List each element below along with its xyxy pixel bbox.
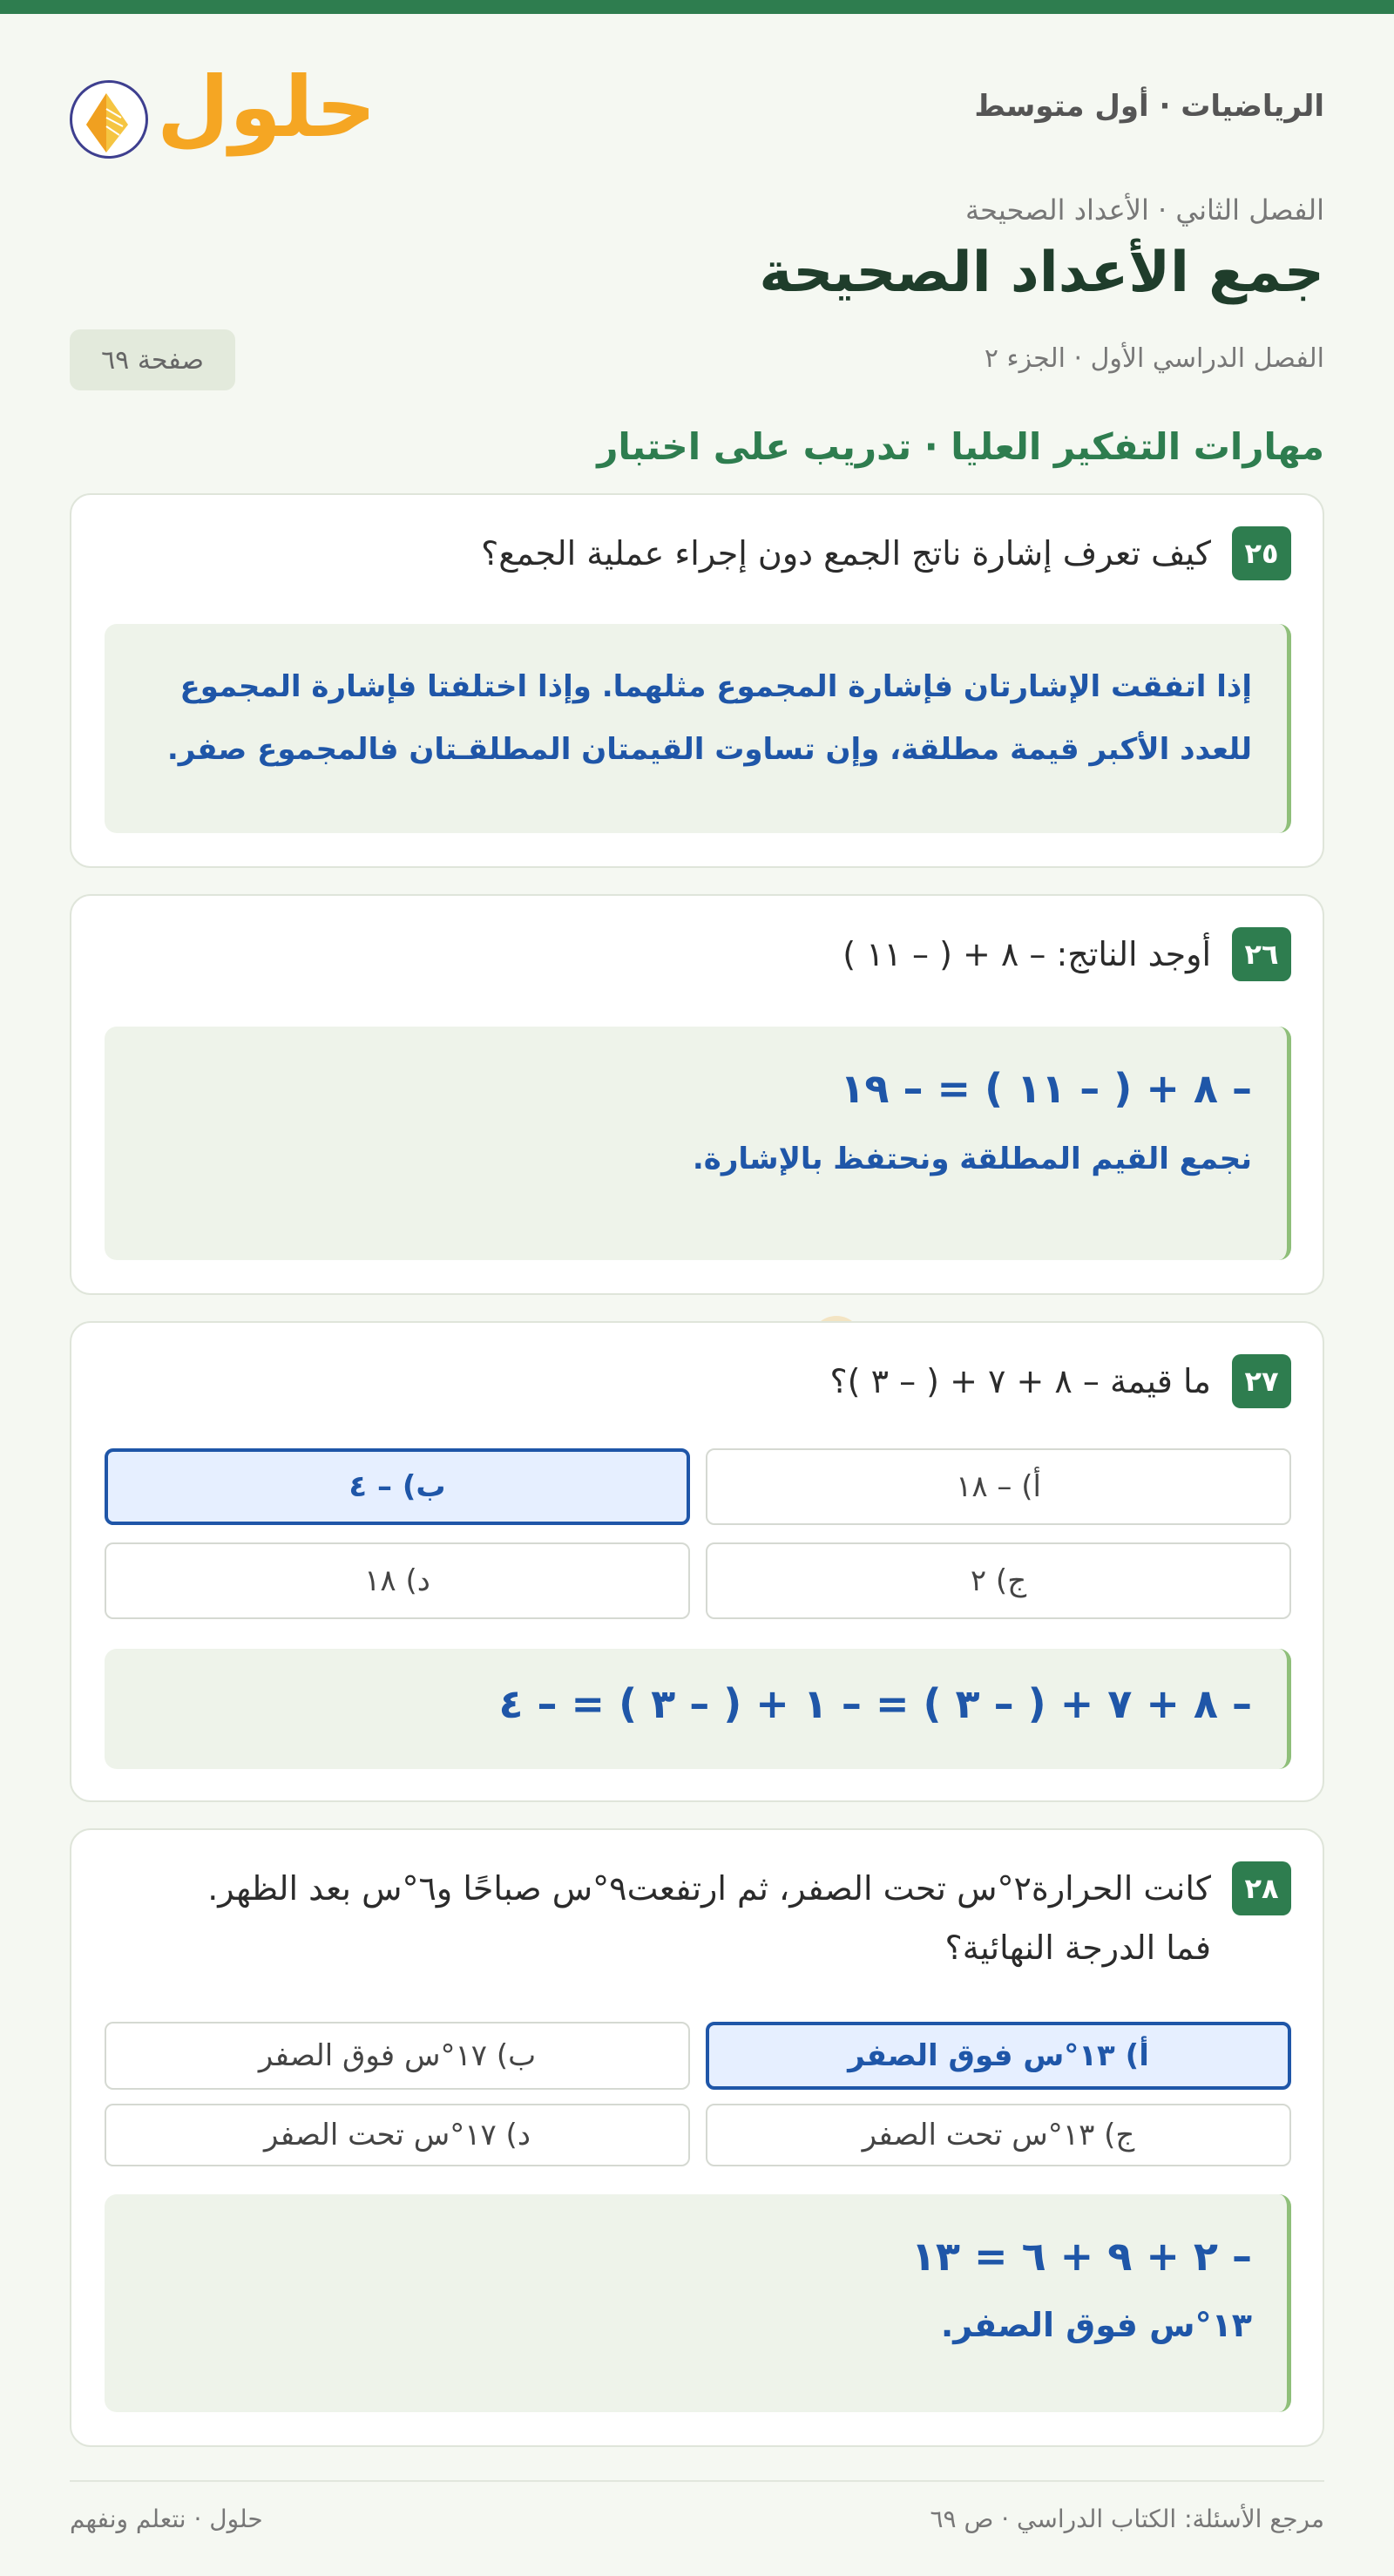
question-text: كيف تعرف إشارة ناتج الجمع دون إجراء عملية الجمع؟: [481, 534, 1211, 573]
logo-text: حلول: [157, 58, 376, 156]
answer-box: [105, 1027, 1291, 1260]
subject-label: الرياضيات · أول متوسط: [974, 89, 1324, 124]
question-row: [207, 1861, 1291, 1980]
question-card-25: [70, 493, 1324, 868]
page-title: جمع الأعداد الصحيحة: [759, 241, 1324, 305]
page-header: [70, 52, 1324, 166]
chapter-label: الفصل الثاني · الأعداد الصحيحة: [965, 193, 1324, 227]
question-row: [481, 526, 1291, 586]
section-title: مهارات التفكير العليا · تدريب على اختبار: [597, 425, 1324, 468]
question-text: أوجد الناتج: – ٨ + ( – ١١ ): [842, 935, 1211, 973]
question-card-28: [70, 1828, 1324, 2447]
question-text: ما قيمة – ٨ + ٧ + ( – ٣ )؟: [829, 1362, 1211, 1400]
option-b[interactable]: ب) ١٧°س فوق الصفر: [105, 2022, 690, 2090]
option-c[interactable]: ج) ١٣°س تحت الصفر: [706, 2104, 1291, 2166]
footer-reference: مرجع الأسئلة: الكتاب الدراسي · ص ٦٩: [930, 2505, 1324, 2533]
answer-equation: – ٢ + ٩ + ٦ = ١٣: [910, 2233, 1252, 2280]
question-row: [830, 1354, 1291, 1413]
option-c[interactable]: ج) ٢: [706, 1542, 1291, 1619]
answer-line: للعدد الأكبر قيمة مطلقة، وإن تساوت القيمتان المطلقـتان فالمجموع صفر.: [166, 732, 1252, 767]
question-number-badge: ٢٧: [1232, 1354, 1291, 1408]
option-d[interactable]: د) ١٧°س تحت الصفر: [105, 2104, 690, 2166]
question-row: [842, 927, 1291, 986]
option-d[interactable]: د) ١٨: [105, 1542, 690, 1619]
answer-note: ١٣°س فوق الصفر.: [940, 2306, 1252, 2344]
footer-divider: [70, 2480, 1324, 2482]
answer-box: [105, 2194, 1291, 2412]
footer-brand: حلول · نتعلم ونفهم: [70, 2505, 263, 2533]
question-card-27: [70, 1321, 1324, 1802]
answer-note: نجمع القيم المطلقة ونحتفظ بالإشارة.: [692, 1142, 1252, 1176]
logo-book-icon: [70, 80, 148, 159]
question-number-badge: ٢٨: [1232, 1861, 1291, 1915]
question-text-block: [207, 1861, 1211, 1980]
answer-equation: – ٨ + ٧ + ( – ٣ ) = – ١ + ( – ٣ ) = – ٤: [498, 1680, 1252, 1727]
answer-equation: – ٨ + ( – ١١ ) = – ١٩: [840, 1065, 1252, 1112]
page-number-badge: صفحة ٦٩: [70, 329, 235, 390]
answer-box: [105, 624, 1291, 833]
hulul-logo: [70, 58, 376, 156]
top-accent-bar: [0, 0, 1394, 14]
option-a-selected[interactable]: أ) ١٣°س فوق الصفر: [706, 2022, 1291, 2090]
option-b-selected[interactable]: ب) – ٤: [105, 1448, 690, 1525]
question-card-26: [70, 894, 1324, 1295]
question-text-line: فما الدرجة النهائية؟: [944, 1929, 1211, 1967]
question-text-line: كانت الحرارة٢°س تحت الصفر، ثم ارتفعت٩°س صباحًا و٦°س بعد الظهر.: [207, 1869, 1211, 1908]
option-a[interactable]: أ) – ١٨: [706, 1448, 1291, 1525]
answer-line: إذا اتفقت الإشارتان فإشارة المجموع مثلهما. وإذا اختلفتا فإشارة المجموع: [179, 669, 1252, 704]
question-number-badge: ٢٥: [1232, 526, 1291, 580]
answer-box: [105, 1649, 1291, 1769]
question-number-badge: ٢٦: [1232, 927, 1291, 981]
semester-label: الفصل الدراسي الأول · الجزء ٢: [984, 343, 1324, 374]
